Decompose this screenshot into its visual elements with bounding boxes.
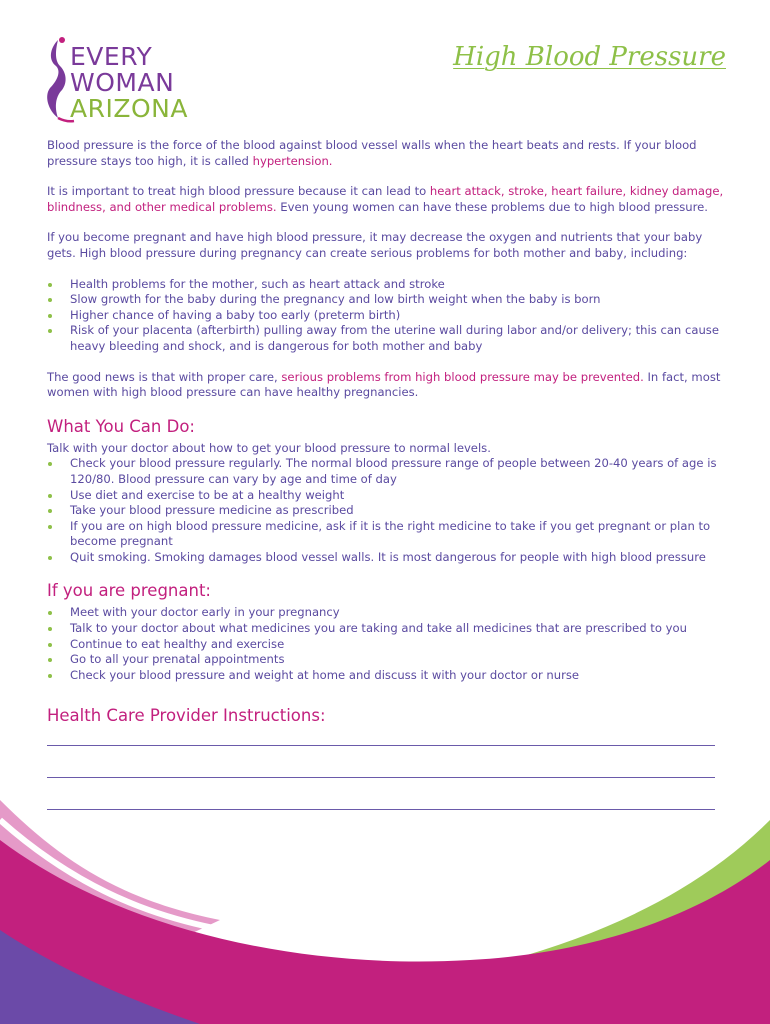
logo-every: EVERY xyxy=(70,42,153,71)
list-item: Continue to eat healthy and exercise xyxy=(47,637,727,653)
intro-paragraph-4 xyxy=(47,370,727,401)
document-body xyxy=(47,138,727,730)
write-in-line[interactable] xyxy=(47,745,715,746)
list-item: Higher chance of having a baby too early (preterm birth) xyxy=(47,308,727,324)
write-in-line[interactable] xyxy=(47,777,715,778)
intro-p2-text-end: Even young women can have these problems due to high blood pressure. xyxy=(276,199,708,214)
intro-paragraph-2 xyxy=(47,184,727,215)
list-item: Go to all your prenatal appointments xyxy=(47,652,727,668)
list-item: Talk to your doctor about what medicines you are taking and take all medicines that are prescribed to you xyxy=(47,621,727,637)
intro-p4-highlight: serious problems from high blood pressure may be prevented. xyxy=(281,369,644,384)
logo-wordmark xyxy=(70,44,188,122)
what-you-can-do-heading: What You Can Do: xyxy=(47,416,195,436)
list-item: Slow growth for the baby during the pregnancy and low birth weight when the baby is born xyxy=(47,292,727,308)
list-item: Check your blood pressure and weight at home and discuss it with your doctor or nurse xyxy=(47,668,727,684)
logo-woman: WOMAN xyxy=(70,68,175,97)
logo-arizona: ARIZONA xyxy=(70,94,188,123)
document-title: High Blood Pressure xyxy=(453,42,726,72)
intro-paragraph-3: If you become pregnant and have high blood pressure, it may decrease the oxygen and nutrients that your baby gets. High blood pressure during pregnancy can create serious problems for both mother and baby, including: xyxy=(47,230,703,260)
list-item: Risk of your placenta (afterbirth) pulling away from the uterine wall during labor and/or delivery; this can cause heavy bleeding and shock, and is dangerous for both mother and baby xyxy=(47,323,727,354)
if-pregnant-heading: If you are pregnant: xyxy=(47,581,211,601)
intro-p4-text: The good news is that with proper care, xyxy=(47,369,282,384)
list-item: Use diet and exercise to be at a healthy weight xyxy=(47,488,727,504)
list-item: Check your blood pressure regularly. The normal blood pressure range of people between 20-40 years of age is 120/80. Blood pressure can vary by age and time of day xyxy=(47,456,727,487)
list-item: Health problems for the mother, such as heart attack and stroke xyxy=(47,277,727,293)
intro-p1-highlight: hypertension. xyxy=(252,153,333,168)
list-item: If you are on high blood pressure medicine, ask if it is the right medicine to take if you get pregnant or plan to become pregnant xyxy=(47,519,727,550)
intro-p1-text: Blood pressure is the force of the blood against blood vessel walls when the heart beats and rests. If your blood pressure stays too high, it is called xyxy=(47,138,697,168)
pregnancy-risks-list xyxy=(47,277,727,355)
intro-p2-text: It is important to treat high blood pressure because it can lead to xyxy=(47,184,430,199)
list-item: Take your blood pressure medicine as prescribed xyxy=(47,503,727,519)
what-you-can-do-intro: Talk with your doctor about how to get your blood pressure to normal levels. xyxy=(47,440,491,455)
if-pregnant-list xyxy=(47,605,727,683)
provider-instructions-heading: Health Care Provider Instructions: xyxy=(47,706,326,726)
what-you-can-do-list xyxy=(47,456,727,565)
list-item: Quit smoking. Smoking damages blood vessel walls. It is most dangerous for people with high blood pressure xyxy=(47,550,727,566)
intro-p2-highlight: heart attack, stroke, heart failure, kidney damage, blindness, and other medical problems. xyxy=(47,184,724,214)
intro-p4-text-end: In fact, most women with high blood pressure can have healthy pregnancies. xyxy=(47,369,721,400)
intro-paragraph-1 xyxy=(47,138,727,169)
list-item: Meet with your doctor early in your pregnancy xyxy=(47,605,727,621)
decorative-footer-wave xyxy=(0,780,770,1024)
